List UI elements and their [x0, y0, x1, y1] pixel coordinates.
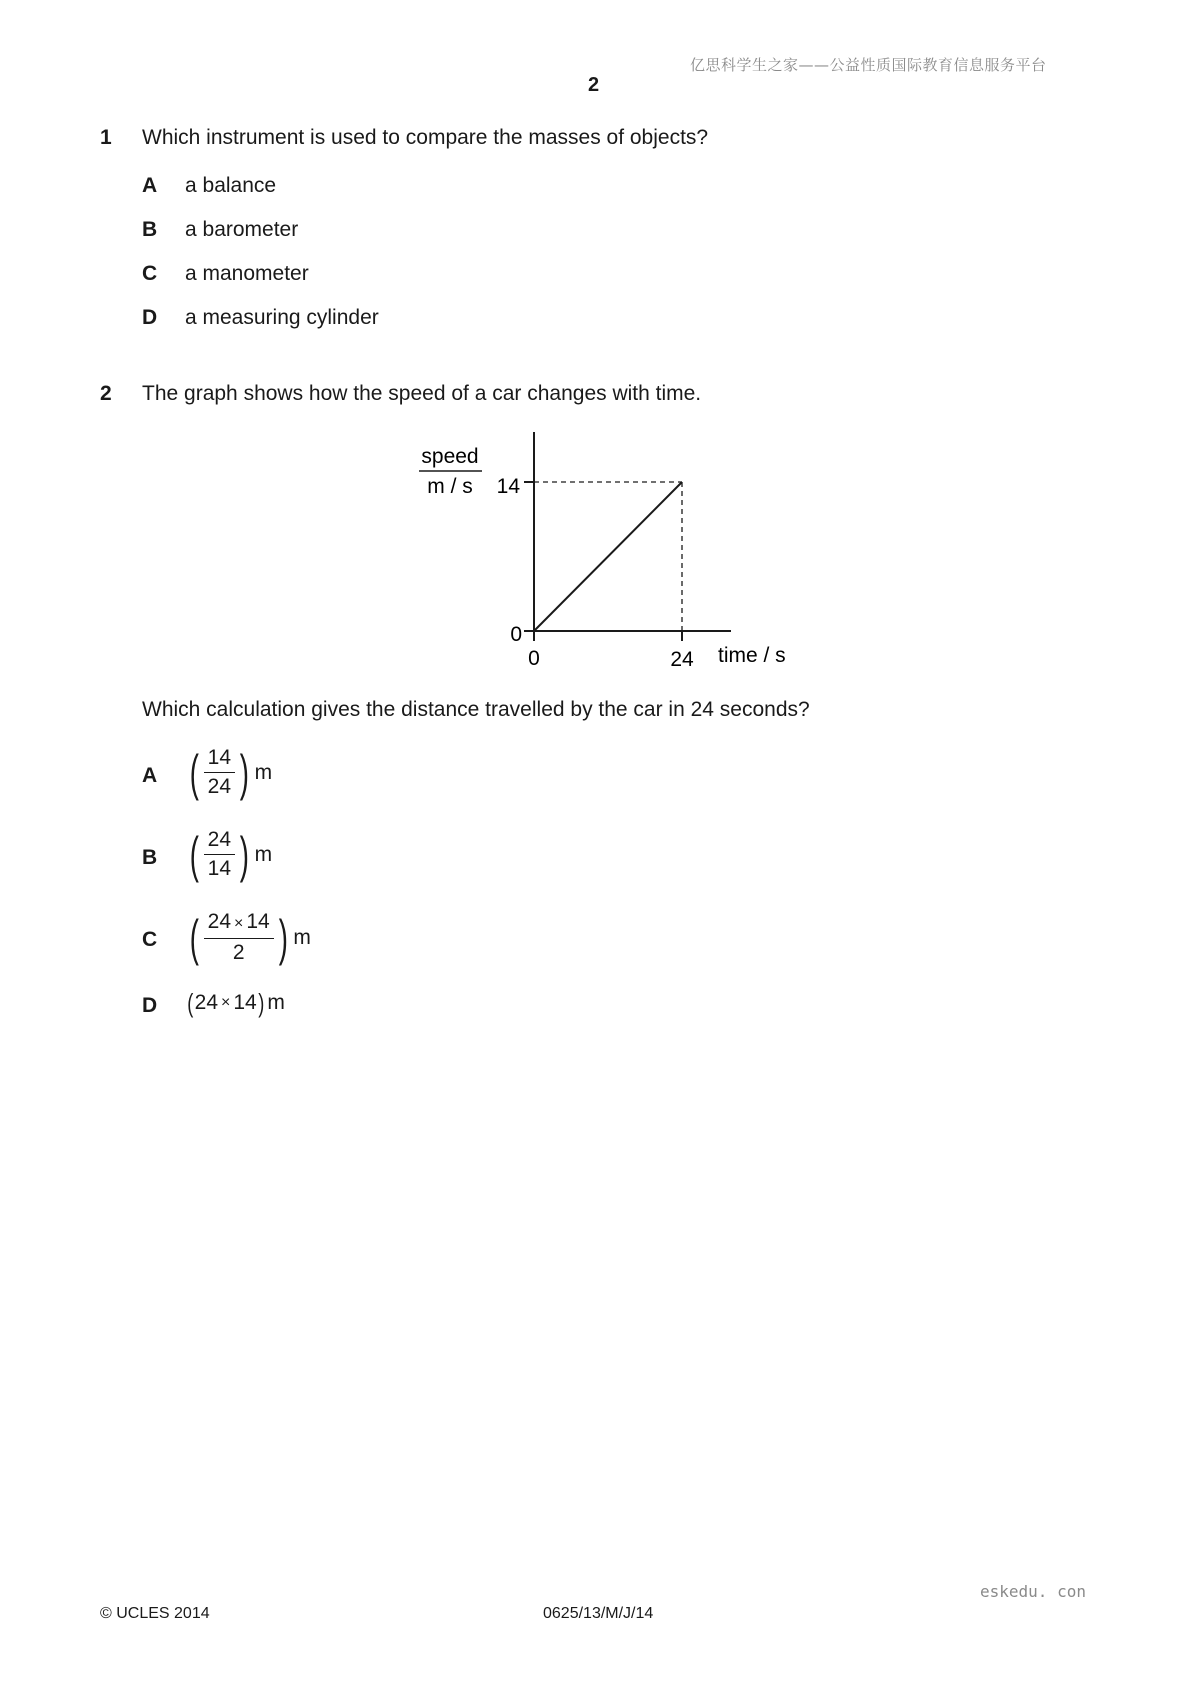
y-axis-label-top: speed [421, 445, 479, 468]
q1-option-b-letter: B [142, 218, 158, 241]
q2-option-a-letter: A [142, 764, 158, 787]
y-tick-label-0: 0 [510, 623, 522, 646]
unit: m [254, 842, 273, 866]
times-sign: × [234, 915, 244, 932]
q2-option-b-letter: B [142, 846, 158, 869]
q2-option-c-expression [186, 910, 311, 965]
unit: m [293, 925, 311, 949]
numerator: 24 [204, 828, 235, 855]
footer-watermark: eskedu. con [980, 1582, 1086, 1601]
question-1-text: Which instrument is used to compare the masses of objects? [142, 126, 709, 149]
q2-option-b-expression [186, 828, 272, 881]
left-paren: ( [189, 744, 199, 801]
fraction [204, 746, 235, 799]
y-axis-label-bottom: m / s [427, 475, 473, 498]
q1-option-a-text: a balance [185, 174, 277, 197]
denominator: 2 [232, 941, 245, 964]
unit: m [267, 991, 285, 1014]
question-2-number: 2 [100, 382, 112, 405]
q1-option-d-letter: D [142, 306, 158, 329]
right-paren: ) [239, 744, 249, 801]
q1-option-a-letter: A [142, 174, 158, 197]
operand-b: 14 [233, 991, 257, 1014]
numerator-b: 14 [246, 910, 270, 933]
q1-option-b-text: a barometer [185, 218, 299, 241]
fraction [204, 910, 274, 965]
footer-copyright: © UCLES 2014 [100, 1605, 210, 1622]
question-2-prompt: Which calculation gives the distance travelled by the car in 24 seconds? [142, 698, 810, 721]
unit: m [254, 760, 273, 784]
q1-option-c-letter: C [142, 262, 158, 285]
q2-option-c-letter: C [142, 928, 158, 951]
numerator: 14 [204, 746, 235, 773]
page-number: 2 [588, 74, 600, 96]
header-watermark: 亿思科学生之家——公益性质国际教育信息服务平台 [690, 56, 1047, 74]
speed-time-graph [0, 0, 1190, 700]
left-paren: ( [189, 909, 199, 966]
q2-option-d-letter: D [142, 994, 158, 1017]
denominator: 14 [207, 857, 232, 880]
y-tick-label-14: 14 [496, 475, 520, 498]
q1-option-c-text: a manometer [185, 262, 309, 285]
right-paren: ) [278, 909, 288, 966]
right-paren: ) [239, 826, 249, 883]
numerator-a: 24 [207, 910, 232, 933]
left-paren: ( [189, 826, 199, 883]
footer-code: 0625/13/M/J/14 [543, 1605, 654, 1622]
fraction [204, 828, 235, 881]
speed-series-line [534, 482, 682, 631]
numerator [204, 910, 274, 939]
x-tick-label-0: 0 [528, 647, 540, 670]
question-1-number: 1 [100, 126, 112, 149]
q1-option-d-text: a measuring cylinder [185, 306, 379, 329]
q2-option-d-expression [186, 990, 285, 1016]
right-paren: ) [258, 988, 265, 1018]
question-2-text: The graph shows how the speed of a car changes with time. [142, 382, 702, 405]
x-axis-label: time / s [718, 644, 786, 667]
denominator: 24 [207, 775, 232, 798]
left-paren: ( [187, 988, 194, 1018]
x-tick-label-24: 24 [670, 648, 694, 671]
operand-a: 24 [194, 991, 219, 1014]
times-sign: × [221, 994, 231, 1011]
q2-option-a-expression [186, 746, 272, 799]
